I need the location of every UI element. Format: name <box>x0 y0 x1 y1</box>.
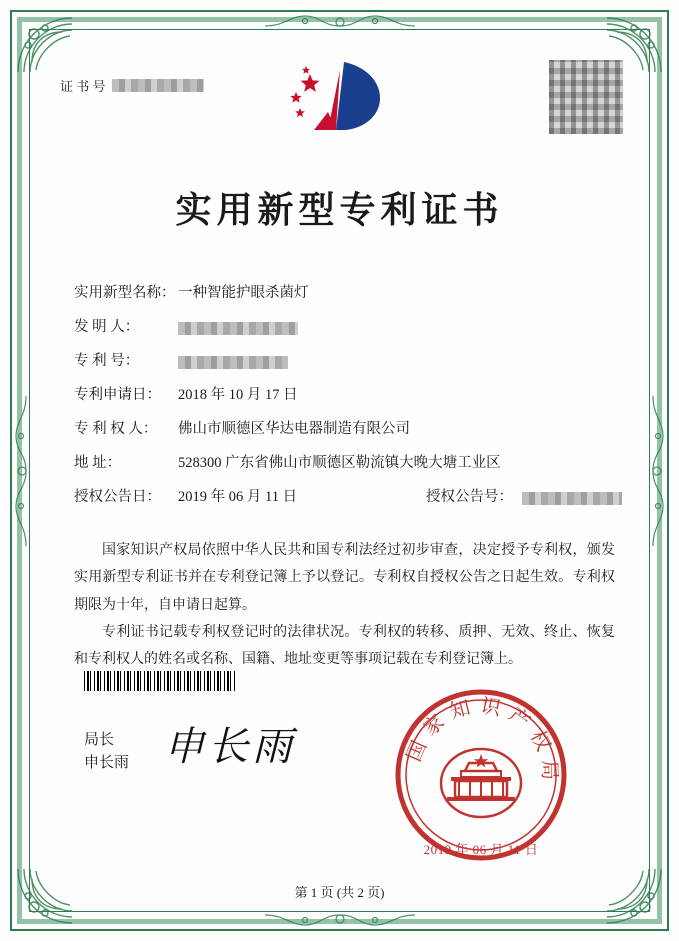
field-label: 专 利 权 人： <box>74 421 158 438</box>
svg-text:国家知识产权局: 国家知识产权局 <box>403 694 561 789</box>
seal-date: 2019 年 06 月 11 日 <box>423 842 539 857</box>
field-list <box>48 277 631 515</box>
field-row-address <box>74 447 621 481</box>
field-row-patentee <box>74 413 621 447</box>
field-row-application-date <box>74 379 621 413</box>
field-label: 专 利 号： <box>74 353 140 370</box>
field-label: 发 明 人： <box>74 319 140 336</box>
certificate-number-label: 证 书 号 <box>60 79 106 94</box>
field-row-inventor <box>74 311 621 345</box>
director-name: 申长雨 <box>84 754 130 771</box>
barcode <box>84 671 236 691</box>
field-value-grant-number-redacted <box>522 486 679 509</box>
official-seal <box>393 687 569 863</box>
field-value-grant-date: 2019 年 06 月 11 日 <box>178 489 298 506</box>
field-value-redacted <box>178 316 621 339</box>
edge-ornament-icon <box>647 396 667 546</box>
field-row-utility-model-name <box>74 277 621 311</box>
field-row-patent-number <box>74 345 621 379</box>
field-value-redacted <box>178 350 621 373</box>
body-text <box>48 537 631 673</box>
redaction-block <box>178 356 288 369</box>
director-block <box>84 729 129 774</box>
field-value: 佛山市顺德区华达电器制造有限公司 <box>178 421 410 438</box>
certificate-content <box>48 44 631 901</box>
redaction-block <box>522 492 622 505</box>
certificate-number <box>60 76 204 95</box>
field-label-grant-date: 授权公告日： <box>74 489 161 506</box>
field-label: 专利申请日： <box>74 387 161 404</box>
certificate-footer <box>48 663 631 900</box>
field-value: 528300 广东省佛山市顺德区勒流镇大晚大塘工业区 <box>178 455 501 472</box>
field-label-grant-number: 授权公告号： <box>426 489 513 506</box>
redaction-block <box>178 322 298 335</box>
page-title: 实用新型专利证书 <box>175 190 504 230</box>
page-number: 第 1 页 (共 2 页) <box>294 885 385 900</box>
edge-ornament-icon <box>265 12 415 32</box>
field-label: 实用新型名称： <box>74 285 176 302</box>
edge-ornament-icon <box>265 909 415 929</box>
certificate-header <box>48 44 631 164</box>
director-label: 局长 <box>84 732 115 748</box>
certificate-number-redacted <box>112 79 204 92</box>
edge-ornament-icon <box>12 396 32 546</box>
body-paragraph-2: 专利证书记载专利权登记时的法律状况。专利权的转移、质押、无效、终止、恢复和专利权人的姓名或名称、国籍、地址变更等事项记载在专利登记簿上。 <box>74 624 615 668</box>
body-paragraph-1: 国家知识产权局依照中华人民共和国专利法经过初步审查，决定授予专利权，颁发实用新型专利证书并在专利登记簿上予以登记。专利权自授权公告之日起生效。专利权期限为十年，自申请日起算。 <box>74 543 615 613</box>
field-value: 2018 年 10 月 17 日 <box>178 387 298 404</box>
handwritten-signature: 申长雨 <box>164 724 296 769</box>
qr-code <box>549 60 623 134</box>
field-value: 一种智能护眼杀菌灯 <box>178 285 309 302</box>
field-row-grant-publication <box>74 481 621 515</box>
field-label: 地 址： <box>74 455 122 472</box>
cnipa-logo-icon <box>284 56 396 138</box>
